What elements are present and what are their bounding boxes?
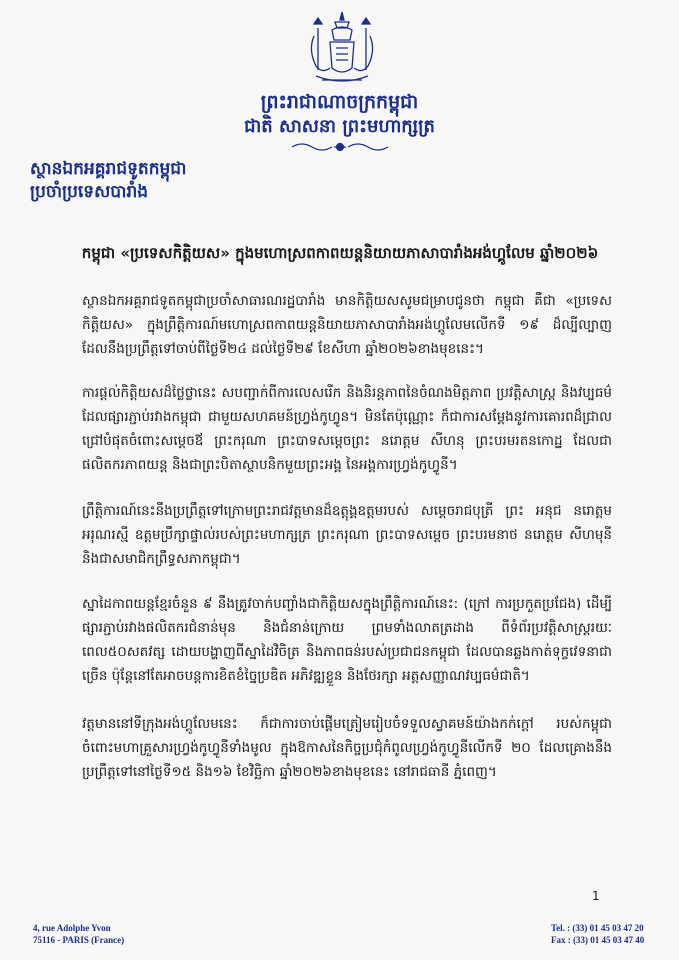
phone-number: Tel. : (33) 01 45 03 47 20 xyxy=(551,923,644,933)
embassy-location: ប្រចាំប្រទេសបារាំង xyxy=(30,182,149,202)
footer-address xyxy=(33,922,124,946)
national-motto: ជាតិ សាសនា ព្រះមហាក្សត្រ xyxy=(244,116,435,137)
ornament-divider-icon xyxy=(290,140,390,154)
fax-number: Fax : (33) 01 45 03 47 40 xyxy=(551,935,645,945)
embassy-name: ស្ថានឯកអគ្គរាជទូតកម្ពុជា xyxy=(30,159,187,179)
page-number: 1 xyxy=(592,889,600,903)
paragraph-1: ស្ថានឯកអគ្គរាជទូតកម្ពុជាប្រចាំសាធារណរដ្ឋបារាំង មានកិត្តិយសសូមជម្រាបជូនថា កម្ពុជា គឺជា «ប្រទេសកិត្តិយស» ក្នុងព្រឹត្តិការណ៍មហោស្រពកាពយន្តនិយាយភាសាបារាំងអង់ហ្គូលែមលើកទី ១៩ ដ៏ល្បីល្បាញ ដែលនឹងប្រព្រឹត្តទៅចាប់ពីថ្ងៃទី២៤ ដល់ថ្ងៃទី២៩ ខែសីហា ឆ្នាំ២០២៦ខាងមុខនេះ។ xyxy=(82,293,612,357)
royal-crest-icon xyxy=(302,10,382,86)
paragraph-2: ការផ្តល់កិត្តិយសដ៏ថ្លៃថ្លានេះ សបញ្ជាក់ពីការលេសរើក និងនិរន្តភាពនៃចំណងមិត្តភាព ប្រវត្តិសាស្ត្រ និងវប្បធម៌ ដែលផ្សារភ្ជាប់រវាងកម្ពុជា ជាមួយសហគមន៍ហ្វ្រង់កូហ្វូន។ មិនតែប៉ុណ្ណោះ ក៏ជាការសម្តែងនូវការគោរពដ៏ជ្រាលជ្រៅបំផុតចំពោះសម្តេចឪ ព្រះករុណា ព្រះបាទសម្តេចព្រះ នរោត្តម សីហនុ ព្រះបរមរតនកោដ្ឋ ដែលជាផលិតករភាពយន្ត និងជាព្រះបិតាស្ថាបនិកមួយព្រះអង្គ នៃអង្គការហ្វ្រង់កូហ្វូនី។ xyxy=(82,385,612,473)
address-street: 4, rue Adolphe Yvon xyxy=(33,923,111,933)
kingdom-name: ព្រះរាជាណាចក្រកម្ពុជា xyxy=(260,91,419,113)
document-title: កម្ពុជា «ប្រទេសកិត្តិយស» ក្នុងមហោស្រពកាពយន្តនិយាយភាសាបារាំងអង់ហ្គូលែម ឆ្នាំ២០២៦ xyxy=(81,244,599,262)
paragraph-5: វត្តមាននៅទីក្រុងអង់ហ្គូលែមនេះ ក៏ជាការចាប់ផ្តើមត្រៀមរៀបចំទទួលស្វាគមន៍យ៉ាងកក់ក្តៅ របស់កម្ពុជាចំពោះមហាគ្រួសារហ្វ្រង់កូហ្វូនីទាំងមូល ក្នុងឱកាសនៃកិច្ចប្រជុំកំពូលហ្វ្រង់កូហ្វូនីលើកទី ២០ ដែលគ្រោងនឹងប្រព្រឹត្តទៅនៅថ្ងៃទី១៥ និង១៦ ខែវិច្ឆិកា ឆ្នាំ២០២៦ខាងមុខនេះ នៅរាជធានី ភ្នំពេញ។ xyxy=(82,716,612,780)
paragraph-4: ស្នាដៃកាពយន្តខ្មែរចំនួន ៩ នឹងត្រូវចាក់បញ្ចាំងជាកិត្តិយសក្នុងព្រឹត្តិការណ៍នេះ: (ក្រៅ ការប្រកួតប្រជែង) ដើម្បីផ្សារភ្ជាប់រវាងផលិតករជំនាន់មុន និងជំនាន់ក្រោយ ព្រមទាំងលាតត្រដាង ពីទំព័រប្រវត្តិសាស្ត្ររយៈពេល៥០សតវត្ស ដោយបង្ហាញពីស្នាដៃវិចិត្រ និងភាពធន់របស់ប្រជាជនកម្ពុជា ដែលបានឆ្លងកាត់ទុក្ខវេទនាជាច្រើន ប៉ុន្តែនៅតែអាចបន្តការខិតខំច្នៃប្រឌិត អភិវឌ្ឍខ្លួន និងថែរក្សា អត្តសញ្ញាណវប្បធម៌ជាតិ។ xyxy=(82,596,612,684)
footer-contact xyxy=(551,922,644,946)
address-city: 75116 - PARIS (France) xyxy=(33,935,125,945)
paragraph-3: ព្រឹត្តិការណ៍នេះនឹងប្រព្រឹត្តទៅក្រោមព្រះរាជវត្តមានដ៏ឧត្តុង្គឧត្តមរបស់ សម្តេចរាជបុត្រី ព្រះ អនុជ នរោត្តម អរុណរស្មី ឧត្តមប្រឹក្សាផ្ទាល់របស់ព្រះមហាក្សត្រ ព្រះករុណា ព្រះបាទសម្តេច ព្រះបរមនាថ នរោត្តម សីហមុនី និងជាសមាជិកព្រឹទ្ធសភាកម្ពុជា។ xyxy=(82,503,612,567)
